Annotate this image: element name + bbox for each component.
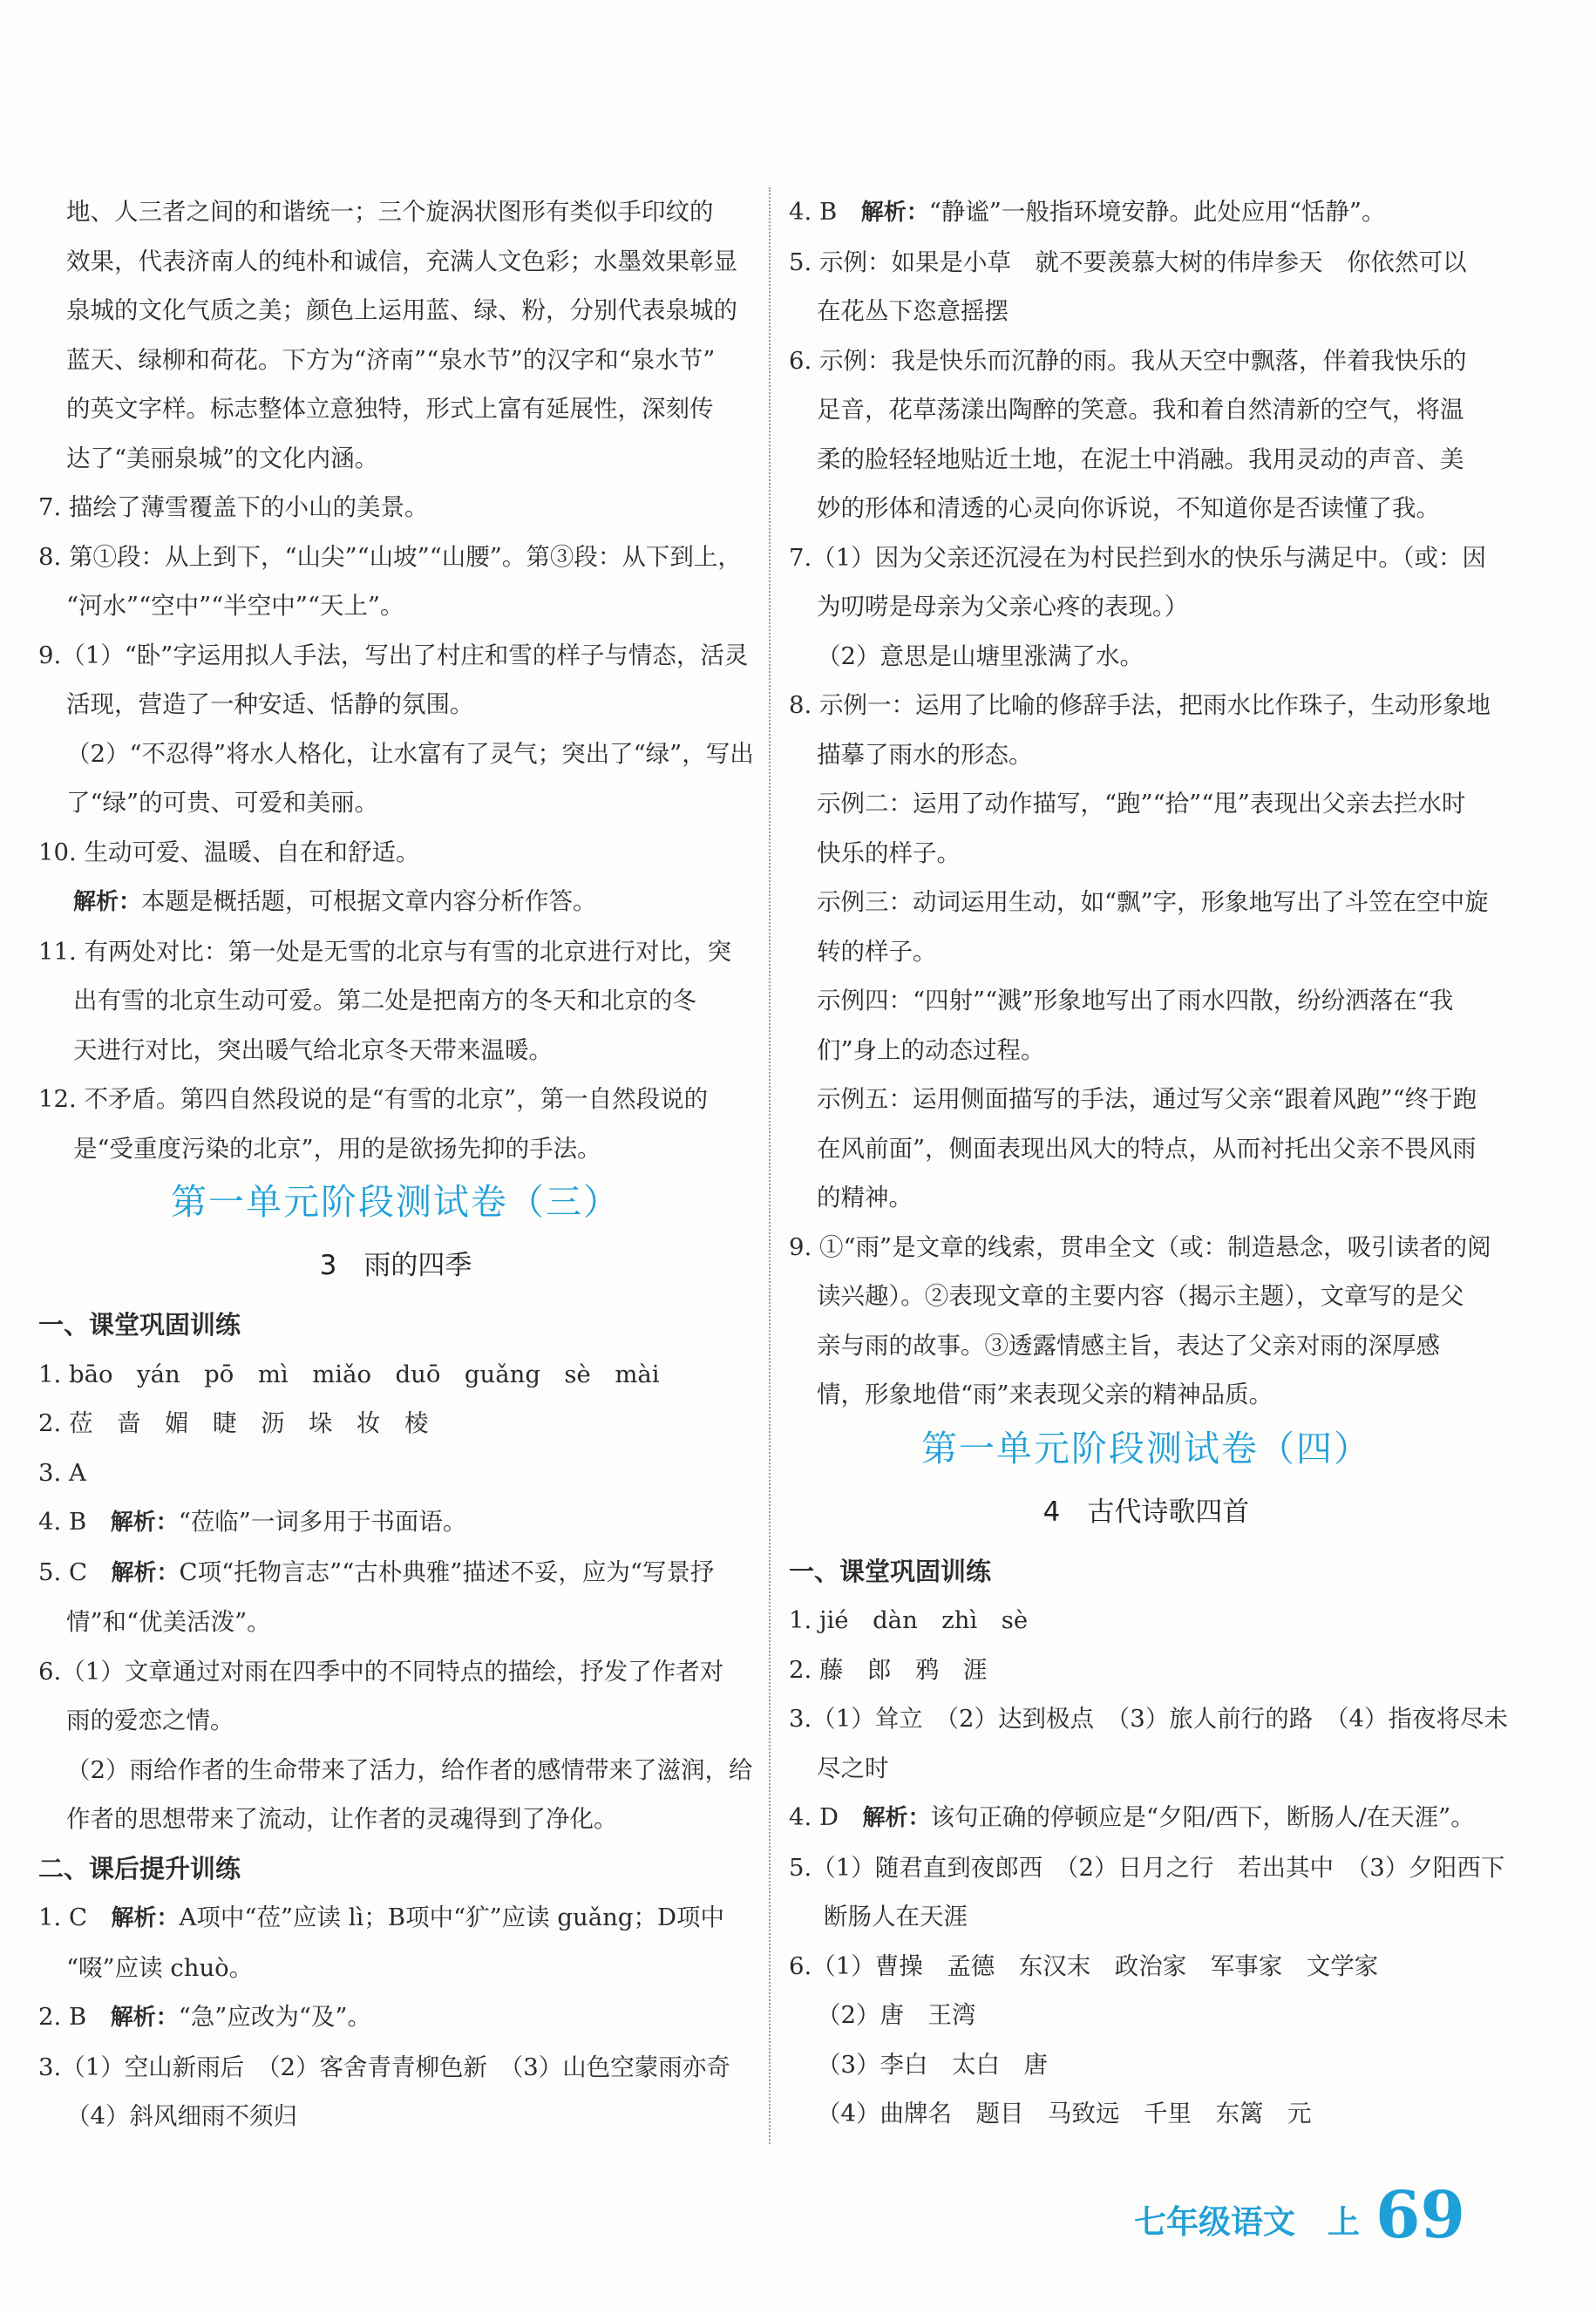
- answer-line: [38, 533, 753, 582]
- answer-text: 亲与雨的故事。③透露情感主旨，表达了父亲对雨的深厚感: [817, 1331, 1440, 1360]
- answer-text: 妙的形体和清透的心灵向你诉说，不知道你是否读懂了我。: [817, 494, 1440, 522]
- answer-line: [789, 484, 1504, 533]
- answer-line: [789, 187, 1504, 238]
- answer-text: 11. 有两处对比：第一处是无雪的北京与有雪的北京进行对比，突: [38, 937, 731, 966]
- answer-choice: 2. B: [38, 2003, 111, 2031]
- answer-line: [38, 2092, 753, 2141]
- answer-line: [789, 1370, 1504, 1420]
- answer-line: [789, 1843, 1504, 1893]
- answer-text: （2）“不忍得”将水人格化，让水富有了灵气；突出了“绿”，写出: [66, 739, 754, 768]
- answer-line: [38, 680, 753, 729]
- answer-text: 读兴趣）。②表现文章的主要内容（揭示主题），文章写的是父: [817, 1282, 1464, 1310]
- answer-text: 1. bāo yán pō mì miǎo duō guǎng sè mài: [38, 1360, 660, 1388]
- answer-line: [38, 778, 753, 828]
- answer-text: 情，形象地借“雨”来表现父亲的精神品质。: [817, 1381, 1273, 1408]
- answer-text: 地、人三者之间的和谐统一；三个旋涡状图形有类似手印纹的: [66, 198, 714, 226]
- answer-line: [38, 2043, 753, 2093]
- answer-text: “莅临”一词多用于书面语。: [178, 1508, 467, 1536]
- answer-line: [38, 384, 753, 434]
- answer-line: [38, 1944, 753, 1993]
- subsection-heading: 一、课堂巩固训练: [789, 1556, 992, 1586]
- answer-text: 们”身上的动态过程。: [817, 1035, 1045, 1064]
- answer-line: [38, 1992, 753, 2043]
- answer-line: [789, 336, 1504, 386]
- answer-text: 12. 不矛盾。第四自然段说的是“有雪的北京”，第一自然段说的: [38, 1085, 709, 1113]
- answer-line: [38, 581, 753, 631]
- answer-text: 雨的爱恋之情。: [66, 1707, 234, 1734]
- answer-text: 天进行对比，突出暖气给北京冬天带来温暖。: [73, 1035, 553, 1064]
- answer-text: 1. jié dàn zhì sè: [789, 1606, 1029, 1634]
- answer-text: 6.（1）曹操 孟德 东汉末 政治家 军事家 文学家: [789, 1951, 1379, 1980]
- answer-line: [789, 1646, 1504, 1695]
- answer-line: [789, 2089, 1504, 2139]
- answer-text: 该句正确的停顿应是“夕阳/西下，断肠人/在天涯”。: [930, 1803, 1475, 1831]
- answer-text: 示例五：运用侧面描写的手法，通过写父亲“跟着风跑”“终于跑: [817, 1085, 1477, 1113]
- answer-text: 8. 第①段：从上到下，“山尖”“山坡”“山腰”。第③段：从下到上，: [38, 542, 742, 571]
- answer-line: [789, 1075, 1504, 1124]
- analysis-label: 解析：: [111, 1559, 180, 1586]
- lesson-title: 4 古代诗歌四首: [1042, 1496, 1250, 1528]
- answer-line: [789, 1892, 1504, 1942]
- answer-line: [789, 238, 1504, 288]
- answer-line: [38, 1696, 753, 1746]
- answer-text: （2）意思是山塘里涨满了水。: [817, 641, 1144, 670]
- answer-line: [38, 631, 753, 681]
- analysis-label: 解析：: [110, 1510, 179, 1536]
- answer-text: （2）雨给作者的生命带来了活力，给作者的感情带来了滋润，给: [66, 1755, 753, 1784]
- answer-line: [38, 1350, 753, 1400]
- answer-text: 情”和“优美活泼”。: [66, 1608, 271, 1636]
- answer-line: [38, 1026, 753, 1076]
- answer-text: 本题是概括题，可根据文章内容分析作答。: [141, 887, 597, 915]
- answer-text: 6.（1）文章通过对雨在四季中的不同特点的描绘，抒发了作者对: [38, 1657, 724, 1686]
- answer-line: [789, 1272, 1504, 1321]
- answer-line: [38, 729, 753, 779]
- right-column: [789, 187, 1508, 2139]
- answer-line: [789, 976, 1504, 1026]
- answer-line: [38, 976, 753, 1026]
- answer-line: [789, 1173, 1504, 1223]
- answer-line: [789, 385, 1504, 435]
- analysis-label: 解析：: [110, 2005, 179, 2031]
- answer-text: 断肠人在天涯: [824, 1903, 968, 1931]
- answer-line: [789, 2040, 1504, 2090]
- answer-line: [789, 582, 1504, 632]
- answer-line: [38, 877, 753, 927]
- answer-line: [38, 1795, 753, 1844]
- answer-text: 效果，代表济南人的纯朴和诚信，充满人文色彩；水墨效果彰显: [66, 247, 737, 275]
- footer-label: 七年级语文 上: [1134, 2203, 1361, 2241]
- analysis-label: 解析：: [73, 889, 142, 915]
- answer-text: 足音，花草荡漾出陶醉的笑意。我和着自然清新的空气，将温: [817, 396, 1464, 424]
- answer-line: [38, 1399, 753, 1449]
- answer-line: [789, 1223, 1504, 1272]
- answer-text: 2. 莅 啬 媚 睫 沥 垛 妆 棱: [38, 1409, 429, 1437]
- answer-line: [789, 1793, 1504, 1843]
- answer-text: “啜”应读 chuò。: [66, 1953, 254, 1982]
- page-footer: [1134, 2178, 1465, 2253]
- answer-text: “河水”“空中”“半空中”“天上”。: [66, 592, 404, 620]
- answer-text: 8. 示例一：运用了比喻的修辞手法，把雨水比作珠子，生动形象地: [789, 691, 1491, 719]
- answer-line: [789, 829, 1504, 879]
- answer-line: [38, 927, 753, 977]
- answer-text: 出有雪的北京生动可爱。第二处是把南方的冬天和北京的冬: [73, 987, 696, 1014]
- answer-line: [789, 927, 1504, 977]
- answer-line: [38, 336, 753, 385]
- answer-line: [789, 681, 1504, 730]
- answer-choice: 1. C: [38, 1903, 112, 1931]
- answer-line: [38, 1893, 753, 1944]
- answer-line: [789, 1596, 1504, 1646]
- answer-line: [789, 730, 1504, 780]
- answer-line: [38, 483, 753, 533]
- answer-choice: 4. D: [789, 1803, 863, 1831]
- answer-line: [789, 1744, 1504, 1794]
- answer-text: 3.（1）空山新雨后 （2）客舍青青柳色新 （3）山色空蒙雨亦奇: [38, 2053, 730, 2081]
- answer-text: 的精神。: [817, 1184, 913, 1211]
- answer-line: [38, 1598, 753, 1647]
- answer-text: 示例三：动词运用生动，如“飘”字，形象地写出了斗笠在空中旋: [817, 888, 1489, 916]
- answer-text: 活现，营造了一种安适、恬静的氛围。: [66, 690, 474, 718]
- answer-line: [38, 1124, 753, 1174]
- analysis-label: 解析：: [860, 200, 929, 226]
- answer-text: 示例二：运用了动作描写，“跑”“拾”“甩”表现出父亲去拦水时: [817, 790, 1466, 818]
- answer-text: 是“受重度污染的北京”，用的是欲扬先抑的手法。: [73, 1134, 601, 1163]
- answer-line: [789, 632, 1504, 682]
- answer-line: [38, 1647, 753, 1697]
- answer-text: 描摹了雨水的形态。: [817, 740, 1033, 769]
- answer-line: [789, 1026, 1504, 1076]
- column-divider: [769, 187, 771, 2144]
- answer-text: 示例四：“四射”“溅”形象地写出了雨水四散，纷纷洒落在“我: [817, 987, 1454, 1014]
- answer-line: [789, 779, 1504, 829]
- answer-text: 3.（1）耸立 （2）达到极点 （3）旅人前行的路 （4）指夜将尽未: [789, 1705, 1508, 1733]
- answer-line: [38, 1548, 753, 1598]
- answer-line: [789, 287, 1504, 336]
- answer-text: 9.（1）“卧”字运用拟人手法，写出了村庄和雪的样子与情态，活灵: [38, 641, 749, 669]
- answer-text: 柔的脸轻轻地贴近土地，在泥土中消融。我用灵动的声音、美: [817, 444, 1464, 473]
- answer-line: [789, 1942, 1504, 1992]
- answer-text: 快乐的样子。: [817, 838, 961, 867]
- answer-line: [38, 828, 753, 878]
- answer-text: （4）斜风细雨不须归: [66, 2102, 297, 2130]
- answer-line: [38, 1497, 753, 1548]
- answer-line: [38, 434, 753, 484]
- answer-text: 作者的思想带来了流动，让作者的灵魂得到了净化。: [66, 1805, 618, 1833]
- answer-text: 7.（1）因为父亲还沉浸在为村民拦到水的快乐与满足中。（或：因: [789, 543, 1486, 572]
- lesson-title: 3 雨的四季: [319, 1250, 472, 1281]
- analysis-label: 解析：: [111, 1905, 180, 1931]
- answer-choice: 5. C: [38, 1557, 112, 1586]
- answer-text: 的英文字样。标志整体立意独特，形式上富有延展性，深刻传: [66, 395, 714, 423]
- answer-text: 3. A: [38, 1458, 86, 1487]
- answer-line: [789, 1694, 1508, 1744]
- answer-line: [789, 1321, 1504, 1371]
- answer-text: C项“托物言志”“古朴典雅”描述不妥，应为“写景抒: [179, 1557, 715, 1586]
- answer-choice: 4. B: [789, 198, 861, 226]
- answer-text: （4）曲牌名 题目 马致远 千里 东篱 元: [817, 2100, 1312, 2127]
- answer-line: [38, 187, 753, 237]
- answer-line: [38, 237, 753, 287]
- answer-text: （2）唐 王湾: [817, 2001, 976, 2029]
- answer-text: 达了“美丽泉城”的文化内涵。: [66, 444, 379, 472]
- section-title: 第一单元阶段测试卷（三）: [171, 1181, 621, 1223]
- answer-text: 尽之时: [817, 1754, 889, 1782]
- answer-line: [789, 1991, 1504, 2040]
- answer-line: [38, 1746, 753, 1795]
- answer-text: “静谧”一般指环境安静。此处应用“恬静”。: [928, 198, 1386, 226]
- left-column: [38, 187, 753, 2141]
- answer-text: 转的样子。: [817, 937, 937, 966]
- answer-line: [38, 1449, 753, 1498]
- answer-line: [789, 1124, 1504, 1174]
- analysis-label: 解析：: [862, 1805, 931, 1831]
- answer-text: 2. 藤 郎 鸦 涯: [789, 1655, 988, 1684]
- subsection-heading: 二、课后提升训练: [38, 1853, 241, 1883]
- answer-text: 泉城的文化气质之美；颜色上运用蓝、绿、粉，分别代表泉城的: [66, 296, 737, 324]
- answer-line: [789, 533, 1504, 583]
- answer-text: 为叨唠是母亲为父亲心疼的表现。）: [817, 593, 1189, 621]
- answer-line: [789, 435, 1504, 485]
- answer-text: 5.（1）随君直到夜郎西 （2）日月之行 若出其中 （3）夕阳西下: [789, 1853, 1505, 1882]
- answer-text: “急”应改为“及”。: [178, 2003, 371, 2031]
- answer-text: 5. 示例：如果是小草 就不要羡慕大树的伟岸参天 你依然可以: [789, 248, 1467, 276]
- answer-text: （3）李白 太白 唐: [817, 2050, 1048, 2079]
- answer-text: 蓝天、绿柳和荷花。下方为“济南”“泉水节”的汉字和“泉水节”: [66, 345, 716, 374]
- answer-text: 10. 生动可爱、温暖、自在和舒适。: [38, 838, 420, 866]
- answer-text: 6. 示例：我是快乐而沉静的雨。我从天空中飘落，伴着我快乐的: [789, 346, 1467, 375]
- subsection-heading: 一、课堂巩固训练: [38, 1310, 241, 1340]
- answer-line: [38, 1075, 753, 1124]
- answer-text: 在风前面”，侧面表现出风大的特点，从而衬托出父亲不畏风雨: [817, 1134, 1477, 1163]
- answer-text: 9. ①“雨”是文章的线索，贯串全文（或：制造悬念，吸引读者的阅: [789, 1232, 1491, 1261]
- page-number: 69: [1375, 2178, 1465, 2253]
- answer-text: 了“绿”的可贵、可爱和美丽。: [66, 789, 379, 817]
- answer-line: [38, 286, 753, 336]
- answer-line: [789, 878, 1504, 927]
- answer-text: A项中“莅”应读 lì；B项中“犷”应读 guǎng；D项中: [179, 1903, 724, 1931]
- section-title: 第一单元阶段测试卷（四）: [921, 1427, 1371, 1469]
- answer-text: 7. 描绘了薄雪覆盖下的小山的美景。: [38, 493, 429, 521]
- answer-text: 在花丛下恣意摇摆: [817, 297, 1009, 325]
- answer-choice: 4. B: [38, 1508, 111, 1536]
